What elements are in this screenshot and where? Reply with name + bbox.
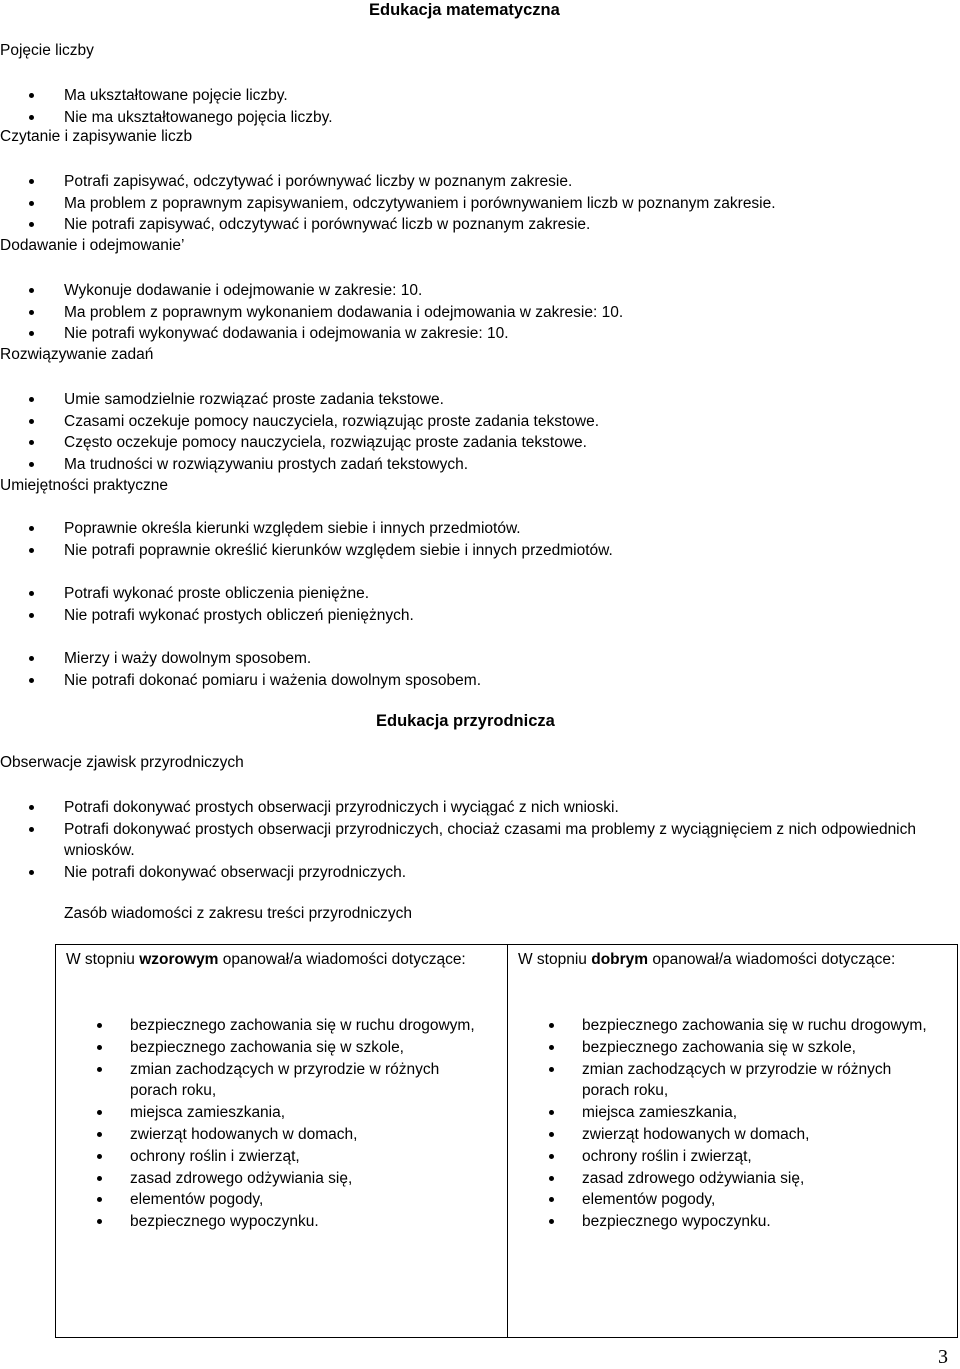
box-list bbox=[56, 1015, 496, 1233]
list-obserwacje bbox=[0, 797, 954, 884]
list-item: Potrafi dokonywać prostych obserwacji przyrodniczych i wyciągać z nich wnioski. bbox=[0, 797, 954, 819]
list-umiejetnosci-kierunki bbox=[0, 518, 613, 561]
list-item: zasad zdrowego odżywiania się, bbox=[508, 1168, 927, 1190]
section-heading-umiejetnosci: Umiejętności praktyczne bbox=[0, 477, 168, 494]
list-item: Często oczekuje pomocy nauczyciela, rozwiązując proste zadania tekstowe. bbox=[0, 432, 599, 454]
box-header bbox=[518, 948, 918, 972]
math-title: Edukacja matematyczna bbox=[369, 1, 560, 19]
box-header bbox=[66, 948, 466, 972]
list-item: Ma problem z poprawnym wykonaniem dodawania i odejmowania w zakresie: 10. bbox=[0, 302, 623, 324]
list-item: bezpiecznego wypoczynku. bbox=[56, 1211, 475, 1233]
list-item: bezpiecznego zachowania się w szkole, bbox=[508, 1037, 927, 1059]
box-list bbox=[508, 1015, 948, 1233]
list-item: miejsca zamieszkania, bbox=[508, 1102, 927, 1124]
list-item: elementów pogody, bbox=[508, 1189, 927, 1211]
list-item: Nie potrafi zapisywać, odczytywać i porównywać liczb w poznanym zakresie. bbox=[0, 214, 776, 236]
list-item: zasad zdrowego odżywiania się, bbox=[56, 1168, 475, 1190]
page-number: 3 bbox=[938, 1346, 948, 1368]
list-item: Mierzy i waży dowolnym sposobem. bbox=[0, 648, 481, 670]
list-item: Wykonuje dodawanie i odejmowanie w zakresie: 10. bbox=[0, 280, 623, 302]
list-item: Potrafi wykonać proste obliczenia pieniężne. bbox=[0, 583, 414, 605]
list-item: Nie potrafi wykonać prostych obliczeń pieniężnych. bbox=[0, 605, 414, 627]
nature-title: Edukacja przyrodnicza bbox=[376, 712, 555, 730]
box-header-prefix: W stopniu bbox=[66, 951, 140, 968]
list-czytanie bbox=[0, 171, 776, 236]
list-item: Nie potrafi wykonywać dodawania i odejmowania w zakresie: 10. bbox=[0, 323, 623, 345]
list-umiejetnosci-pieniadze bbox=[0, 583, 414, 626]
list-dodawanie bbox=[0, 280, 623, 345]
list-item: bezpiecznego zachowania się w szkole, bbox=[56, 1037, 475, 1059]
list-item: Poprawnie określa kierunki względem siebie i innych przedmiotów. bbox=[0, 518, 613, 540]
list-item: Umie samodzielnie rozwiązać proste zadania tekstowe. bbox=[0, 389, 599, 411]
list-item: Nie ma ukształtowanego pojęcia liczby. bbox=[0, 107, 333, 129]
list-pojecie-liczby bbox=[0, 85, 333, 128]
list-item: Czasami oczekuje pomocy nauczyciela, rozwiązując proste zadania tekstowe. bbox=[0, 411, 599, 433]
list-item: zwierząt hodowanych w domach, bbox=[56, 1124, 475, 1146]
list-item: Ma ukształtowane pojęcie liczby. bbox=[0, 85, 333, 107]
section-heading-pojecie-liczby: Pojęcie liczby bbox=[0, 42, 94, 59]
list-item: Nie potrafi dokonywać obserwacji przyrodniczych. bbox=[0, 862, 954, 884]
list-item: Nie potrafi poprawnie określić kierunków względem siebie i innych przedmiotów. bbox=[0, 540, 613, 562]
list-item: Ma problem z poprawnym zapisywaniem, odczytywaniem i porównywaniem liczb w poznanym zakresie. bbox=[0, 193, 776, 215]
list-item: zmian zachodzących w przyrodzie w różnych porach roku, bbox=[56, 1059, 475, 1103]
list-item: zmian zachodzących w przyrodzie w różnych porach roku, bbox=[508, 1059, 927, 1103]
list-item: ochrony roślin i zwierząt, bbox=[56, 1146, 475, 1168]
list-item: Potrafi dokonywać prostych obserwacji przyrodniczych, chociaż czasami ma problemy z wyciągnięciem z nich odpowiednich wniosków. bbox=[0, 819, 954, 862]
list-item: miejsca zamieszkania, bbox=[56, 1102, 475, 1124]
box-dobrym bbox=[507, 944, 958, 1338]
section-heading-czytanie: Czytanie i zapisywanie liczb bbox=[0, 128, 193, 145]
list-item: elementów pogody, bbox=[56, 1189, 475, 1211]
list-rozwiazywanie bbox=[0, 389, 599, 476]
box-wzorowym bbox=[55, 944, 508, 1338]
box-header-level: wzorowym bbox=[139, 951, 219, 968]
list-umiejetnosci-pomiar bbox=[0, 648, 481, 691]
list-item: zwierząt hodowanych w domach, bbox=[508, 1124, 927, 1146]
subheading-zasob: Zasób wiadomości z zakresu treści przyrodniczych bbox=[64, 905, 413, 922]
section-heading-dodawanie: Dodawanie i odejmowanie’ bbox=[0, 237, 185, 254]
box-header-suffix: opanował/a wiadomości dotyczące: bbox=[648, 951, 896, 968]
list-item: bezpiecznego zachowania się w ruchu drogowym, bbox=[508, 1015, 927, 1037]
list-item: bezpiecznego wypoczynku. bbox=[508, 1211, 927, 1233]
box-header-level: dobrym bbox=[591, 951, 649, 968]
section-heading-rozwiazywanie: Rozwiązywanie zadań bbox=[0, 346, 154, 363]
box-header-prefix: W stopniu bbox=[518, 951, 592, 968]
section-heading-obserwacje: Obserwacje zjawisk przyrodniczych bbox=[0, 754, 244, 771]
list-item: Potrafi zapisywać, odczytywać i porównywać liczby w poznanym zakresie. bbox=[0, 171, 776, 193]
list-item: ochrony roślin i zwierząt, bbox=[508, 1146, 927, 1168]
list-item: bezpiecznego zachowania się w ruchu drogowym, bbox=[56, 1015, 475, 1037]
box-header-suffix: opanował/a wiadomości dotyczące: bbox=[218, 951, 466, 968]
list-item: Nie potrafi dokonać pomiaru i ważenia dowolnym sposobem. bbox=[0, 670, 481, 692]
list-item: Ma trudności w rozwiązywaniu prostych zadań tekstowych. bbox=[0, 454, 599, 476]
